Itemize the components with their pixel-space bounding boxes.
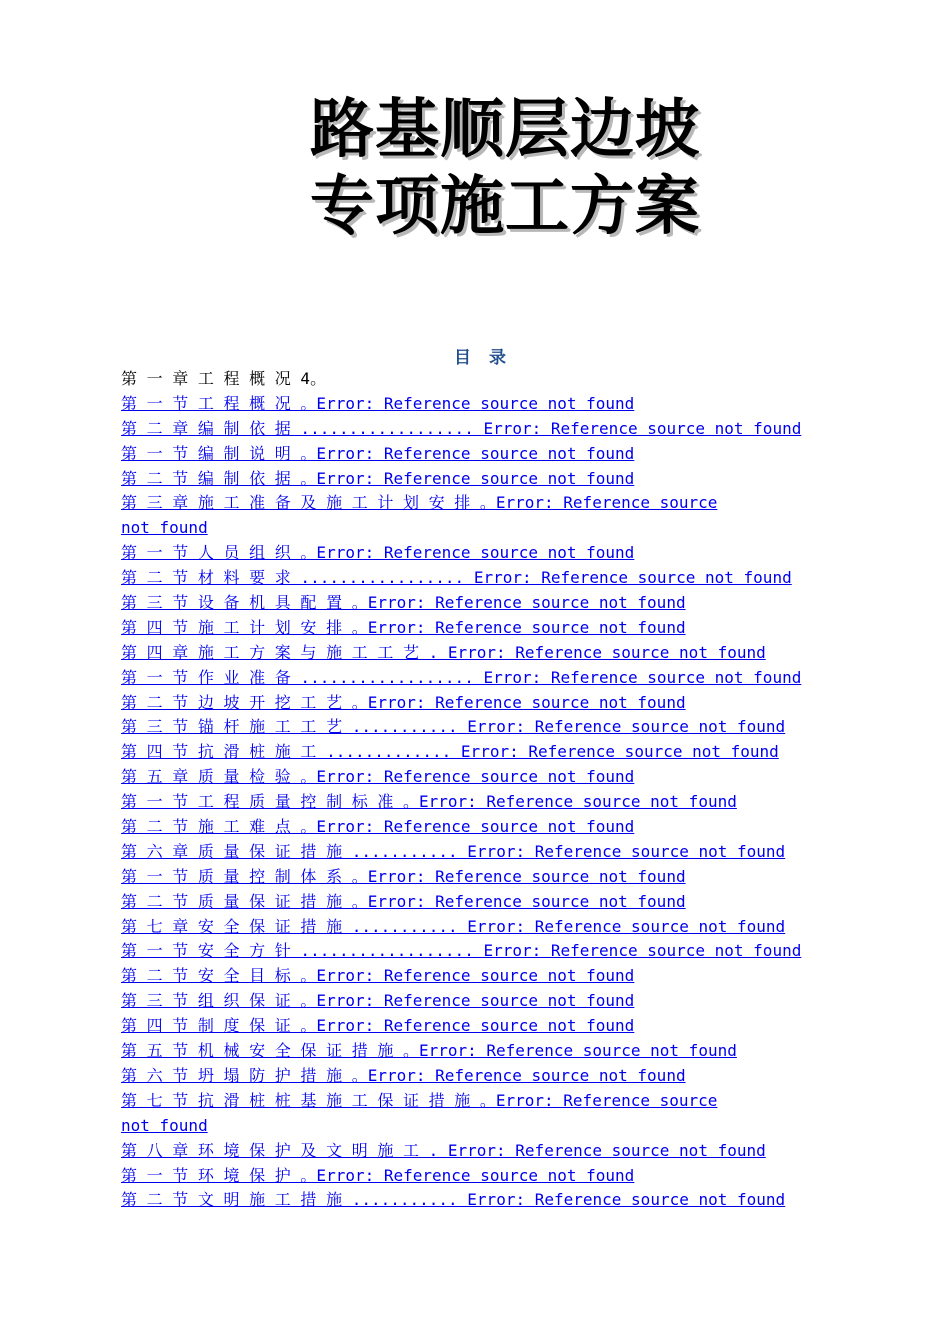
toc-heading: 目 录 [454, 348, 512, 368]
toc-entry[interactable] [121, 417, 891, 442]
toc-link[interactable]: 第 二 节 边 坡 开 挖 工 艺 。Error: Reference source not found [121, 692, 686, 712]
toc-link[interactable]: 第 一 节 环 境 保 护 。Error: Reference source not found [121, 1165, 635, 1185]
toc-link[interactable]: not found [121, 1115, 208, 1135]
toc-link[interactable]: not found [121, 518, 208, 538]
toc-link[interactable]: 第 四 节 施 工 计 划 安 排 。Error: Reference source not found [121, 617, 686, 637]
toc-entry[interactable] [121, 715, 891, 740]
toc-entry[interactable] [121, 865, 891, 890]
toc-link[interactable]: 第 二 节 安 全 目 标 。Error: Reference source not found [121, 966, 635, 986]
toc-link[interactable]: 第 三 章 施 工 准 备 及 施 工 计 划 安 排 。Error: Reference source [121, 493, 718, 513]
toc-entry[interactable] [121, 915, 891, 940]
toc-entry[interactable] [121, 765, 891, 790]
toc-link[interactable]: 第 一 节 质 量 控 制 体 系 。Error: Reference source not found [121, 866, 686, 886]
toc-entry[interactable] [121, 1014, 891, 1039]
toc-entry[interactable] [121, 989, 891, 1014]
toc-link[interactable]: 第 三 节 设 备 机 具 配 置 。Error: Reference source not found [121, 593, 686, 613]
toc-link[interactable]: 第 二 节 材 料 要 求 ................. Error: Reference source not found [121, 568, 792, 588]
toc-link[interactable]: 第 六 章 质 量 保 证 措 施 ........... Error: Reference source not found [121, 841, 786, 861]
toc-link[interactable]: 第 七 章 安 全 保 证 措 施 ........... Error: Reference source not found [121, 916, 786, 936]
toc-link[interactable]: 第 一 节 人 员 组 织 。Error: Reference source not found [121, 543, 635, 563]
toc-link[interactable]: 第 二 章 编 制 依 据 .................. Error: Reference source not found [121, 418, 802, 438]
toc-link[interactable]: 第 二 节 质 量 保 证 措 施 。Error: Reference source not found [121, 891, 686, 911]
toc-entry[interactable] [121, 1064, 891, 1089]
toc-link[interactable]: 第 二 节 文 明 施 工 措 施 ........... Error: Reference source not found [121, 1190, 786, 1210]
toc-link[interactable]: 第 一 节 安 全 方 针 .................. Error: Reference source not found [121, 941, 802, 961]
toc-entry[interactable] [121, 815, 891, 840]
toc-link[interactable]: 第 二 节 施 工 难 点 。Error: Reference source not found [121, 817, 635, 837]
toc-entry[interactable] [121, 367, 891, 392]
toc-entry[interactable] [121, 541, 891, 566]
toc-link[interactable]: 第 三 节 组 织 保 证 。Error: Reference source not found [121, 991, 635, 1011]
toc-link[interactable]: 第 八 章 环 境 保 护 及 文 明 施 工 . Error: Reference source not found [121, 1140, 766, 1160]
toc-link[interactable]: 第 一 节 工 程 概 况 。Error: Reference source not found [121, 393, 635, 413]
toc-entry[interactable] [121, 442, 891, 467]
toc-link[interactable]: 第 七 节 抗 滑 桩 桩 基 施 工 保 证 措 施 。Error: Reference source [121, 1090, 718, 1110]
toc-link[interactable]: 第 五 章 质 量 检 验 。Error: Reference source not found [121, 767, 635, 787]
toc-entry[interactable] [121, 491, 891, 516]
toc-entry[interactable] [121, 1089, 891, 1114]
document-title-line-1: 路基顺层边坡 [310, 93, 700, 167]
toc-entry[interactable] [121, 840, 891, 865]
toc-entry[interactable] [121, 1188, 891, 1213]
table-of-contents [121, 367, 891, 1213]
toc-entry[interactable] [121, 1114, 891, 1139]
toc-entry[interactable] [121, 641, 891, 666]
toc-link[interactable]: 第 四 章 施 工 方 案 与 施 工 工 艺 . Error: Reference source not found [121, 642, 766, 662]
toc-entry[interactable] [121, 890, 891, 915]
toc-link[interactable]: 第 一 节 作 业 准 备 .................. Error: Reference source not found [121, 667, 802, 687]
toc-entry[interactable] [121, 691, 891, 716]
toc-link[interactable]: 第 一 章 工 程 概 况 4。 [121, 369, 327, 388]
toc-entry[interactable] [121, 1139, 891, 1164]
toc-entry[interactable] [121, 964, 891, 989]
toc-entry[interactable] [121, 616, 891, 641]
toc-link[interactable]: 第 五 节 机 械 安 全 保 证 措 施 。Error: Reference source not found [121, 1041, 737, 1061]
toc-entry[interactable] [121, 740, 891, 765]
toc-link[interactable]: 第 三 节 锚 杆 施 工 工 艺 ........... Error: Reference source not found [121, 717, 786, 737]
toc-link[interactable]: 第 六 节 坍 塌 防 护 措 施 。Error: Reference source not found [121, 1065, 686, 1085]
toc-entry[interactable] [121, 591, 891, 616]
toc-link[interactable]: 第 一 节 编 制 说 明 。Error: Reference source not found [121, 443, 635, 463]
toc-entry[interactable] [121, 467, 891, 492]
toc-entry[interactable] [121, 1164, 891, 1189]
toc-link[interactable]: 第 四 节 制 度 保 证 。Error: Reference source not found [121, 1016, 635, 1036]
document-title-line-2: 专项施工方案 [310, 170, 700, 244]
toc-link[interactable]: 第 一 节 工 程 质 量 控 制 标 准 。Error: Reference source not found [121, 792, 737, 812]
toc-entry[interactable] [121, 566, 891, 591]
toc-link[interactable]: 第 二 节 编 制 依 据 。Error: Reference source not found [121, 468, 635, 488]
toc-link[interactable]: 第 四 节 抗 滑 桩 施 工 ............. Error: Reference source not found [121, 742, 779, 762]
toc-entry[interactable] [121, 1039, 891, 1064]
toc-entry[interactable] [121, 666, 891, 691]
toc-entry[interactable] [121, 790, 891, 815]
toc-entry[interactable] [121, 392, 891, 417]
toc-entry[interactable] [121, 939, 891, 964]
toc-entry[interactable] [121, 516, 891, 541]
